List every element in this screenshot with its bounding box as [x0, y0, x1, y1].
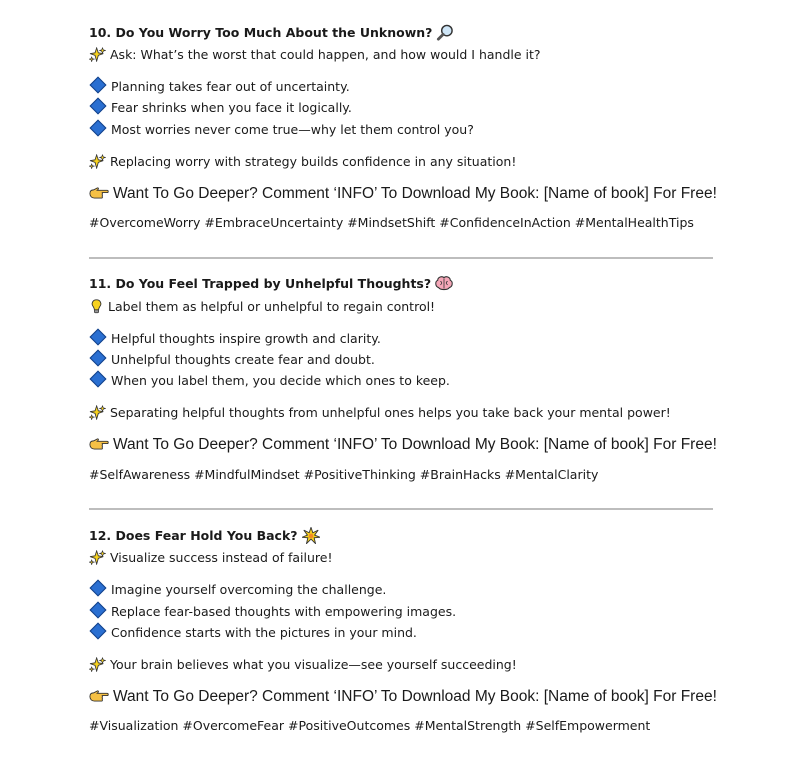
section-title: 12. Does Fear Hold You Back?: [89, 527, 320, 545]
takeaway-line: Replacing worry with strategy builds confidence in any situation!: [89, 153, 516, 171]
pointing-hand-icon: [89, 186, 109, 201]
hashtags: #Visualization #OvercomeFear #PositiveOutcomes #MentalStrength #SelfEmpowerment: [89, 718, 651, 733]
sparkles-icon: [89, 47, 106, 62]
bullet-item: Replace fear-based thoughts with empowering images.: [89, 603, 456, 621]
blue-diamond-icon: [90, 623, 107, 640]
magnifying-glass-icon: [436, 24, 454, 41]
burst-icon: [302, 527, 320, 544]
intro-line: Ask: What’s the worst that could happen, and how would I handle it?: [89, 46, 541, 64]
sparkles-icon: [89, 154, 106, 169]
sparkles-icon: [89, 657, 106, 672]
takeaway-line: Separating helpful thoughts from unhelpful ones helps you take back your mental power!: [89, 404, 671, 422]
cta-line: Want To Go Deeper? Comment ‘INFO’ To Download My Book: [Name of book] For Free!: [89, 184, 717, 204]
hashtags: #OvercomeWorry #EmbraceUncertainty #MindsetShift #ConfidenceInAction #MentalHealthTips: [89, 215, 694, 230]
hashtags: #SelfAwareness #MindfulMindset #PositiveThinking #BrainHacks #MentalClarity: [89, 467, 599, 482]
bullet-item: When you label them, you decide which ones to keep.: [89, 372, 450, 390]
blue-diamond-icon: [90, 98, 107, 115]
light-bulb-icon: [89, 299, 104, 314]
pointing-hand-icon: [89, 689, 109, 704]
blue-diamond-icon: [90, 580, 107, 597]
blue-diamond-icon: [90, 602, 107, 619]
blue-diamond-icon: [90, 77, 107, 94]
section-divider: [89, 508, 713, 510]
cta-line: Want To Go Deeper? Comment ‘INFO’ To Download My Book: [Name of book] For Free!: [89, 435, 717, 455]
bullet-item: Imagine yourself overcoming the challenge.: [89, 581, 386, 599]
blue-diamond-icon: [90, 350, 107, 367]
cta-line: Want To Go Deeper? Comment ‘INFO’ To Download My Book: [Name of book] For Free!: [89, 687, 717, 707]
bullet-item: Helpful thoughts inspire growth and clarity.: [89, 330, 381, 348]
blue-diamond-icon: [90, 120, 107, 137]
bullet-item: Most worries never come true—why let them control you?: [89, 121, 474, 139]
blue-diamond-icon: [90, 371, 107, 388]
sparkles-icon: [89, 405, 106, 420]
section-title: 10. Do You Worry Too Much About the Unknown?: [89, 24, 454, 42]
intro-line: Label them as helpful or unhelpful to regain control!: [89, 298, 435, 316]
section-divider: [89, 257, 713, 259]
takeaway-line: Your brain believes what you visualize—see yourself succeeding!: [89, 656, 517, 674]
blue-diamond-icon: [90, 329, 107, 346]
bullet-item: Planning takes fear out of uncertainty.: [89, 78, 350, 96]
bullet-item: Unhelpful thoughts create fear and doubt.: [89, 351, 375, 369]
bullet-item: Confidence starts with the pictures in your mind.: [89, 624, 417, 642]
section-title: 11. Do You Feel Trapped by Unhelpful Thoughts?: [89, 275, 453, 293]
brain-icon: [435, 275, 453, 292]
bullet-item: Fear shrinks when you face it logically.: [89, 99, 352, 117]
pointing-hand-icon: [89, 437, 109, 452]
intro-line: Visualize success instead of failure!: [89, 549, 332, 567]
sparkles-icon: [89, 550, 106, 565]
